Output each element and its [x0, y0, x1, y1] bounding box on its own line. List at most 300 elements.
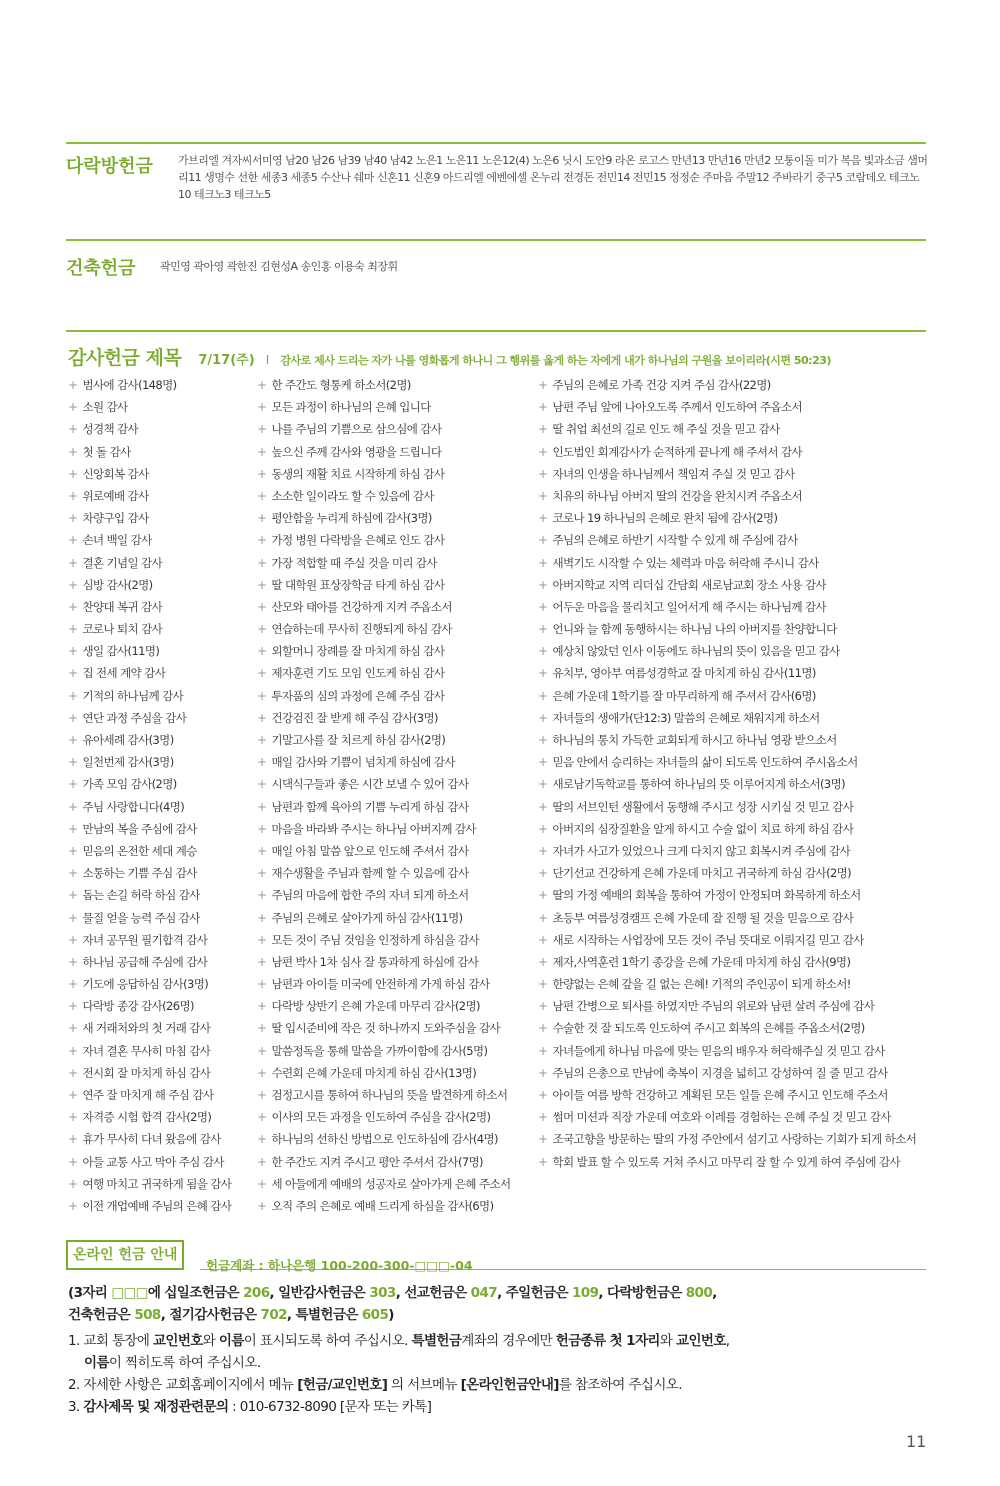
- thanks-item-text: 자녀 공무원 필기합격 감사: [82, 932, 208, 947]
- divider-building: [66, 239, 926, 241]
- thanks-item: [538, 977, 938, 999]
- plus-icon: +: [68, 1088, 78, 1102]
- darakbang-title: 다락방헌금: [66, 156, 153, 177]
- thanks-item-text: 유아세례 감사(3명): [82, 733, 174, 747]
- thanks-item: [257, 1110, 532, 1132]
- thanks-item-text: 다락방 종강 감사(26명): [82, 999, 194, 1014]
- note2-text: 2. 자세한 사항은 교회홈페이지에서 메뉴: [68, 1377, 298, 1393]
- thanks-item: [257, 489, 532, 511]
- plus-icon: +: [538, 710, 548, 725]
- thanks-item-text: 투자품의 심의 과정에 은혜 주심 감사: [271, 688, 445, 703]
- thanks-item: [538, 822, 938, 844]
- thanks-item-text: 단기선교 건강하게 은혜 가운데 마치고 귀국하게 하심 감사(2명): [552, 866, 852, 881]
- codes-line-2: 건축헌금은 508, 절기감사헌금은 702, 특별헌금은 605): [68, 1307, 394, 1323]
- plus-icon: +: [257, 932, 267, 947]
- plus-icon: +: [68, 710, 78, 725]
- plus-icon: +: [538, 644, 548, 659]
- plus-icon: +: [257, 1043, 267, 1058]
- thanks-item: [538, 933, 938, 955]
- thanks-item-text: 심방 감사(2명): [82, 577, 153, 592]
- thanks-item: [68, 422, 253, 444]
- thanks-item-text: 검정고시를 통하여 하나님의 뜻을 발견하게 하소서: [271, 1088, 508, 1102]
- plus-icon: +: [538, 821, 548, 836]
- plus-icon: +: [68, 1132, 78, 1147]
- building-names: 곽민영 곽아영 곽한진 김현성A 송인홍 이용숙 최장휘: [160, 260, 398, 273]
- thanks-item: [538, 422, 938, 444]
- plus-icon: +: [257, 511, 267, 526]
- thanks-item: [538, 1021, 938, 1043]
- code-sunday: 109: [572, 1285, 599, 1301]
- thanks-item-text: 제자훈련 기도 모임 인도케 하심 감사: [271, 666, 445, 681]
- thanks-item-text: 새벽기도 시작할 수 있는 체력과 마음 허락해 주시니 감사: [552, 555, 819, 570]
- thanks-item: [538, 578, 938, 600]
- thanks-item: [257, 556, 532, 578]
- thanks-item: [68, 1132, 253, 1154]
- plus-icon: +: [538, 777, 548, 792]
- plus-icon: +: [257, 888, 267, 903]
- thanks-item-text: 유치부, 영아부 여름성경학교 잘 마치게 하심 감사(11명): [552, 666, 816, 681]
- thanks-header: [68, 343, 940, 370]
- thanks-item: [538, 556, 938, 578]
- plus-icon: +: [257, 666, 267, 681]
- note1-text: ,: [725, 1333, 730, 1349]
- note3-text: 3.: [68, 1399, 84, 1415]
- plus-icon: +: [68, 599, 78, 614]
- thanks-item: [257, 511, 532, 533]
- thanks-item: [538, 622, 938, 644]
- thanks-item-text: 아들 교통 사고 막아 주심 감사: [82, 1154, 224, 1169]
- thanks-item: [68, 733, 253, 755]
- thanks-item: [257, 1021, 532, 1043]
- thanks-item: [68, 533, 253, 555]
- plus-icon: +: [538, 888, 548, 903]
- thanks-item: [257, 400, 532, 422]
- thanks-item-text: 신앙회복 감사: [82, 466, 149, 481]
- thanks-item-text: 제자,사역훈련 1학기 종강을 은혜 가운데 마치게 하심 감사(9명): [552, 954, 851, 969]
- thanks-item-text: 마음을 바라봐 주시는 하나님 아버지께 감사: [271, 821, 476, 836]
- plus-icon: +: [538, 688, 548, 703]
- thanks-item-text: 학회 발표 할 수 있도록 거쳐 주시고 마무리 잘 할 수 있게 하여 주심에 감사: [552, 1154, 901, 1169]
- thanks-item-text: 시댁식구들과 좋은 시간 보낼 수 있어 감사: [271, 777, 469, 792]
- plus-icon: +: [538, 488, 548, 503]
- plus-icon: +: [257, 755, 267, 770]
- thanks-item: [538, 489, 938, 511]
- thanks-item-text: 주님의 은혜로 살아가게 하심 감사(11명): [271, 910, 463, 925]
- thanks-item-text: 생일 감사(11명): [82, 644, 160, 659]
- thanks-item: [257, 445, 532, 467]
- thanks-item: [68, 1044, 253, 1066]
- note1-bold: 교인번호: [152, 1333, 203, 1349]
- thanks-item: [68, 622, 253, 644]
- thanks-item: [68, 822, 253, 844]
- note-3: [68, 1395, 431, 1415]
- thanks-item-text: 딸 입시준비에 작은 것 하나까지 도와주심을 감사: [271, 1021, 500, 1036]
- thanks-item-text: 어두운 마음을 물리치고 일어서게 해 주시는 하나님께 감사: [552, 599, 827, 614]
- plus-icon: +: [538, 1065, 548, 1080]
- thanks-item: [257, 467, 532, 489]
- plus-icon: +: [68, 577, 78, 592]
- plus-icon: +: [257, 1021, 267, 1036]
- note-2: [68, 1373, 682, 1393]
- thanks-item-text: 물질 얻을 능력 주심 감사: [82, 910, 200, 925]
- thanks-item-text: 여행 마치고 귀국하게 됨을 감사: [82, 1176, 232, 1191]
- thanks-item-text: 한 주간도 지켜 주시고 평안 주셔서 감사(7명): [271, 1154, 483, 1169]
- note2-text: 를 참조하여 주십시오.: [558, 1377, 682, 1393]
- code-building: 508: [134, 1307, 161, 1323]
- thanks-item: [538, 711, 938, 733]
- thanks-item: [68, 489, 253, 511]
- thanks-item-text: 하나님의 통치 가득한 교회되게 하시고 하나님 영광 받으소서: [552, 733, 837, 747]
- thanks-item: [68, 666, 253, 688]
- thanks-item-text: 이전 개업예배 주님의 은혜 감사: [82, 1198, 232, 1213]
- thanks-item-text: 나를 주님의 기쁨으로 삼으심에 감사: [271, 422, 442, 437]
- thanks-item-text: 딸 취업 최선의 길로 인도 해 주실 것을 믿고 감사: [552, 422, 780, 437]
- plus-icon: +: [538, 622, 548, 637]
- thanks-item-text: 손녀 백일 감사: [82, 533, 152, 548]
- thanks-title: 감사헌금 제목: [68, 347, 182, 369]
- thanks-item-text: 한 주간도 형통케 하소서(2명): [271, 378, 411, 392]
- thanks-item: [257, 666, 532, 688]
- note1-text: 이 찍히도록 하여 주십시오.: [108, 1355, 261, 1371]
- thanks-item: [68, 711, 253, 733]
- plus-icon: +: [68, 777, 78, 792]
- thanks-item-text: 믿음 안에서 승리하는 자녀들의 삶이 되도록 인도하여 주시옵소서: [552, 755, 858, 770]
- thanks-item: [257, 600, 532, 622]
- thanks-item-text: 소통하는 기쁨 주심 감사: [82, 866, 197, 881]
- thanks-item-text: 가정 병원 다락방을 은혜로 인도 감사: [271, 533, 445, 548]
- thanks-item: [68, 400, 253, 422]
- thanks-item: [68, 1155, 253, 1177]
- plus-icon: +: [257, 644, 267, 659]
- plus-icon: +: [257, 1132, 267, 1147]
- thanks-item-text: 기적의 하나님께 감사: [82, 688, 184, 703]
- plus-icon: +: [68, 1021, 78, 1036]
- thanks-item: [257, 622, 532, 644]
- plus-icon: +: [538, 866, 548, 881]
- thanks-item: [257, 1199, 532, 1221]
- thanks-item-text: 자녀의 인생을 하나님께서 책임져 주실 것 믿고 감사: [552, 466, 795, 481]
- plus-icon: +: [68, 843, 78, 858]
- thanks-item-text: 기도에 응답하심 감사(3명): [82, 977, 209, 992]
- thanks-item-text: 만남의 복을 주심에 감사: [82, 821, 197, 836]
- thanks-item-text: 자녀 결혼 무사히 마침 감사: [82, 1043, 211, 1058]
- thanks-item-text: 집 전세 계약 감사: [82, 666, 166, 681]
- plus-icon: +: [257, 378, 267, 392]
- thanks-item-text: 모든 과정이 하나님의 은혜 입니다: [271, 400, 431, 415]
- thanks-item: [538, 1088, 938, 1110]
- thanks-item: [538, 866, 938, 888]
- thanks-item-text: 가족 모임 감사(2명): [82, 777, 177, 792]
- note1-text: 이 표시되도록 하여 주십시오.: [243, 1333, 412, 1349]
- plus-icon: +: [68, 444, 78, 459]
- thanks-item-text: 기말고사를 잘 치르게 하심 감사(2명): [271, 733, 446, 747]
- thanks-item: [257, 1044, 532, 1066]
- thanks-item: [538, 689, 938, 711]
- plus-icon: +: [68, 644, 78, 659]
- plus-icon: +: [68, 1043, 78, 1058]
- thanks-item-text: 전시회 잘 마치게 하심 감사: [82, 1065, 211, 1080]
- thanks-item: [257, 1066, 532, 1088]
- thanks-item: [68, 1021, 253, 1043]
- thanks-item: [538, 600, 938, 622]
- note1-text: 와: [202, 1333, 219, 1349]
- thanks-item-text: 수술한 것 잘 되도록 인도하여 주시고 회복의 은혜를 주옵소서(2명): [552, 1021, 865, 1036]
- thanks-separator: I: [265, 353, 270, 367]
- thanks-item-text: 새로남기독학교를 통하여 하나님의 뜻 이루어지게 하소서(3명): [552, 777, 845, 792]
- thanks-item-text: 조국고향을 방문하는 딸의 가정 주안에서 섬기고 사랑하는 기회가 되게 하소서: [552, 1132, 917, 1147]
- thanks-item-text: 휴가 무사히 다녀 왔음에 감사: [82, 1132, 221, 1147]
- thanks-item: [68, 755, 253, 777]
- plus-icon: +: [257, 622, 267, 637]
- note1-bold: 특별헌금: [411, 1333, 462, 1349]
- thanks-item-text: 소소한 일이라도 할 수 있음에 감사: [271, 488, 434, 503]
- note1-bold: 헌금종류 첫 1자리: [555, 1333, 660, 1349]
- plus-icon: +: [257, 910, 267, 925]
- thanks-item-text: 위로예배 감사: [82, 488, 149, 503]
- thanks-item-text: 범사에 감사(148명): [82, 378, 177, 392]
- plus-icon: +: [257, 422, 267, 437]
- thanks-item-text: 썸머 미션과 직장 가운데 여호와 이레를 경험하는 은혜 주실 것 믿고 감사: [552, 1110, 891, 1125]
- plus-icon: +: [257, 799, 267, 814]
- thanks-item-text: 초등부 여름성경캠프 은혜 가운데 잘 진행 될 것을 믿음으로 감사: [552, 910, 854, 925]
- thanks-item: [538, 666, 938, 688]
- plus-icon: +: [257, 1176, 267, 1191]
- plus-icon: +: [257, 1198, 267, 1213]
- thanks-item: [257, 378, 532, 400]
- thanks-item-text: 말씀정독을 통해 말씀을 가까이함에 감사(5명): [271, 1043, 488, 1058]
- thanks-item-text: 자녀들에게 하나님 마음에 맞는 믿음의 배우자 허락해주실 것 믿고 감사: [552, 1043, 885, 1058]
- note-1-cont: [84, 1351, 261, 1371]
- thanks-item-text: 믿음의 온전한 세대 계승: [82, 843, 197, 858]
- code-tithe: 206: [243, 1285, 270, 1301]
- thanks-item-text: 이사의 모든 과정을 인도하여 주심을 감사(2명): [271, 1110, 491, 1125]
- thanks-item-text: 평안함을 누리게 하심에 감사(3명): [271, 511, 432, 526]
- thanks-item: [538, 511, 938, 533]
- thanks-item: [257, 1132, 532, 1154]
- thanks-item-text: 주님 사랑합니다(4명): [82, 799, 185, 814]
- thanks-item: [68, 911, 253, 933]
- thanks-item-text: 동생의 재활 치료 시작하게 하심 감사: [271, 466, 445, 481]
- plus-icon: +: [538, 1110, 548, 1125]
- plus-icon: +: [257, 821, 267, 836]
- plus-icon: +: [538, 954, 548, 969]
- plus-icon: +: [257, 577, 267, 592]
- note1-bold: 교인번호: [676, 1333, 726, 1349]
- thanks-item-text: 차량구입 감사: [82, 511, 149, 526]
- thanks-item-text: 남편 간병으로 퇴사를 하였지만 주님의 위로와 남편 살려 주심에 감사: [552, 999, 875, 1014]
- thanks-column-1: [68, 378, 253, 1221]
- thanks-item: [68, 800, 253, 822]
- thanks-item: [257, 1155, 532, 1177]
- thanks-item-text: 산모와 태아를 건강하게 지켜 주옵소서: [271, 599, 452, 614]
- plus-icon: +: [257, 733, 267, 747]
- plus-icon: +: [68, 533, 78, 548]
- thanks-item: [68, 888, 253, 910]
- thanks-item-text: 다락방 상반기 은혜 가운데 마무리 감사(2명): [271, 999, 480, 1014]
- thanks-item: [68, 689, 253, 711]
- thanks-item-text: 연단 과정 주심을 감사: [82, 710, 187, 725]
- note3-bold: 감사제목 및 재정관련문의: [83, 1399, 229, 1415]
- plus-icon: +: [257, 466, 267, 481]
- thanks-item: [68, 777, 253, 799]
- plus-icon: +: [68, 1110, 78, 1125]
- thanks-item: [68, 556, 253, 578]
- thanks-item: [538, 800, 938, 822]
- plus-icon: +: [68, 511, 78, 526]
- plus-icon: +: [538, 422, 548, 437]
- thanks-item-text: 첫 돌 감사: [82, 444, 131, 459]
- plus-icon: +: [538, 555, 548, 570]
- plus-icon: +: [68, 866, 78, 881]
- plus-icon: +: [538, 1132, 548, 1147]
- building-title: 건축헌금: [66, 258, 136, 279]
- thanks-item-text: 아버지의 심장질환을 알게 하시고 수술 없이 치료 하게 하심 감사: [552, 821, 854, 836]
- thanks-item-text: 남편 주님 앞에 나아오도록 주께서 인도하여 주옵소서: [552, 400, 802, 415]
- codes-mid: 에 십일조헌금은: [147, 1285, 244, 1301]
- thanks-item: [538, 755, 938, 777]
- plus-icon: +: [257, 999, 267, 1014]
- thanks-item: [538, 1155, 938, 1177]
- plus-icon: +: [538, 466, 548, 481]
- thanks-item-text: 코로나 퇴치 감사: [82, 622, 163, 637]
- plus-icon: +: [68, 821, 78, 836]
- thanks-item-text: 성경책 감사: [82, 422, 139, 437]
- thanks-item-text: 세 아들에게 예배의 성공자로 살아가게 은혜 주소서: [271, 1176, 511, 1191]
- thanks-item-text: 건강검진 잘 받게 해 주심 감사(3명): [271, 710, 438, 725]
- thanks-verse: 감사로 제사 드리는 자가 나를 영화롭게 하나니 그 행위를 옳게 하는 자에게 내가 하나님의 구원을 보이리라(시편 50:23): [280, 354, 831, 367]
- codes-prefix: (3자리: [68, 1285, 112, 1301]
- plus-icon: +: [257, 488, 267, 503]
- thanks-item-text: 자격증 시험 합격 감사(2명): [82, 1110, 212, 1125]
- thanks-item-text: 외할머니 장례를 잘 마치게 하심 감사: [271, 644, 445, 659]
- thanks-item: [257, 977, 532, 999]
- plus-icon: +: [68, 977, 78, 992]
- plus-icon: +: [257, 533, 267, 548]
- thanks-item: [68, 866, 253, 888]
- thanks-item-text: 가장 적합할 때 주실 것을 미리 감사: [271, 555, 437, 570]
- plus-icon: +: [257, 710, 267, 725]
- plus-icon: +: [68, 555, 78, 570]
- thanks-item: [68, 1177, 253, 1199]
- plus-icon: +: [538, 1043, 548, 1058]
- plus-icon: +: [257, 777, 267, 792]
- thanks-column-3: [538, 378, 938, 1177]
- note2-bold: [헌금/교인번호]: [297, 1377, 388, 1393]
- note1-text: 와: [659, 1333, 676, 1349]
- note2-text: 의 서브메뉴: [387, 1377, 461, 1393]
- thanks-item-text: 인도법인 회계감사가 순적하게 끝나게 해 주셔서 감사: [552, 444, 802, 459]
- thanks-item-text: 남편과 아이들 미국에 안전하게 가게 하심 감사: [271, 977, 490, 992]
- plus-icon: +: [257, 866, 267, 881]
- thanks-item: [68, 1110, 253, 1132]
- thanks-item: [538, 400, 938, 422]
- thanks-item: [257, 711, 532, 733]
- thanks-item: [257, 999, 532, 1021]
- plus-icon: +: [68, 1176, 78, 1191]
- code-thanks: 303: [369, 1285, 396, 1301]
- thanks-item-text: 아이들 여름 방학 건강하고 계획된 모든 일들 은혜 주시고 인도해 주소서: [552, 1088, 888, 1102]
- thanks-item: [68, 1066, 253, 1088]
- plus-icon: +: [68, 999, 78, 1014]
- code-mission: 047: [470, 1285, 498, 1301]
- note1-text: 계좌의 경우에만: [461, 1333, 556, 1349]
- thanks-item: [257, 733, 532, 755]
- codes-line-1: (3자리 □□□에 십일조헌금은 206, 일반감사헌금은 303, 선교헌금은 047, 주일헌금은 109, 다락방헌금은 800,: [68, 1285, 717, 1301]
- thanks-item: [257, 933, 532, 955]
- plus-icon: +: [68, 910, 78, 925]
- thanks-item-text: 아버지학교 지역 리더십 간담회 새로남교회 장소 사용 감사: [552, 577, 827, 592]
- thanks-item: [257, 822, 532, 844]
- plus-icon: +: [68, 688, 78, 703]
- thanks-item-text: 코로나 19 하나님의 은혜로 완치 됨에 감사(2명): [552, 511, 778, 526]
- thanks-item-text: 딸의 가정 예배의 회복을 통하여 가정이 안정되며 화목하게 하소서: [552, 888, 861, 903]
- thanks-item: [257, 844, 532, 866]
- plus-icon: +: [68, 755, 78, 770]
- plus-icon: +: [538, 577, 548, 592]
- thanks-item: [257, 533, 532, 555]
- thanks-item: [68, 378, 253, 400]
- thanks-item: [68, 977, 253, 999]
- plus-icon: +: [257, 555, 267, 570]
- thanks-item: [68, 445, 253, 467]
- plus-icon: +: [538, 1088, 548, 1102]
- note2-bold: [온라인헌금안내]: [460, 1377, 559, 1393]
- plus-icon: +: [538, 977, 548, 992]
- thanks-item: [257, 689, 532, 711]
- thanks-item: [68, 844, 253, 866]
- thanks-item-text: 주님의 은혜로 가족 건강 지켜 주심 감사(22명): [552, 378, 771, 392]
- plus-icon: +: [538, 843, 548, 858]
- plus-icon: +: [538, 1021, 548, 1036]
- thanks-item: [257, 644, 532, 666]
- plus-icon: +: [68, 1065, 78, 1080]
- thanks-item-text: 하나님 공급해 주심에 감사: [82, 954, 208, 969]
- thanks-item-text: 새로 시작하는 사업장에 모든 것이 주님 뜻대로 이뤄지길 믿고 감사: [552, 932, 864, 947]
- thanks-item: [68, 467, 253, 489]
- thanks-item: [68, 933, 253, 955]
- plus-icon: +: [257, 688, 267, 703]
- thanks-date: 7/17(주): [198, 353, 255, 368]
- thanks-item-text: 찬양대 복귀 감사: [82, 599, 163, 614]
- thanks-item: [538, 533, 938, 555]
- note-1: [68, 1329, 729, 1349]
- thanks-item: [538, 1110, 938, 1132]
- plus-icon: +: [538, 599, 548, 614]
- plus-icon: +: [68, 466, 78, 481]
- thanks-item: [538, 1066, 938, 1088]
- thanks-item: [257, 888, 532, 910]
- plus-icon: +: [538, 400, 548, 415]
- note1-text: 1. 교회 통장에: [68, 1333, 153, 1349]
- plus-icon: +: [538, 666, 548, 681]
- plus-icon: +: [538, 1154, 548, 1169]
- thanks-item: [68, 600, 253, 622]
- thanks-item: [257, 1177, 532, 1199]
- plus-icon: +: [257, 599, 267, 614]
- thanks-item: [68, 578, 253, 600]
- plus-icon: +: [68, 488, 78, 503]
- plus-icon: +: [68, 666, 78, 681]
- thanks-item-text: 자녀들의 생애가(단12:3) 말씀의 은혜로 채워지게 하소서: [552, 710, 820, 725]
- thanks-item: [68, 1199, 253, 1221]
- thanks-item: [257, 422, 532, 444]
- thanks-item-text: 딸 대학원 표상장학금 타게 하심 감사: [271, 577, 445, 592]
- plus-icon: +: [68, 888, 78, 903]
- plus-icon: +: [538, 533, 548, 548]
- note3-text: : 010-6732-8090 [문자 또는 카톡]: [228, 1399, 432, 1415]
- thanks-item: [68, 511, 253, 533]
- plus-icon: +: [68, 422, 78, 437]
